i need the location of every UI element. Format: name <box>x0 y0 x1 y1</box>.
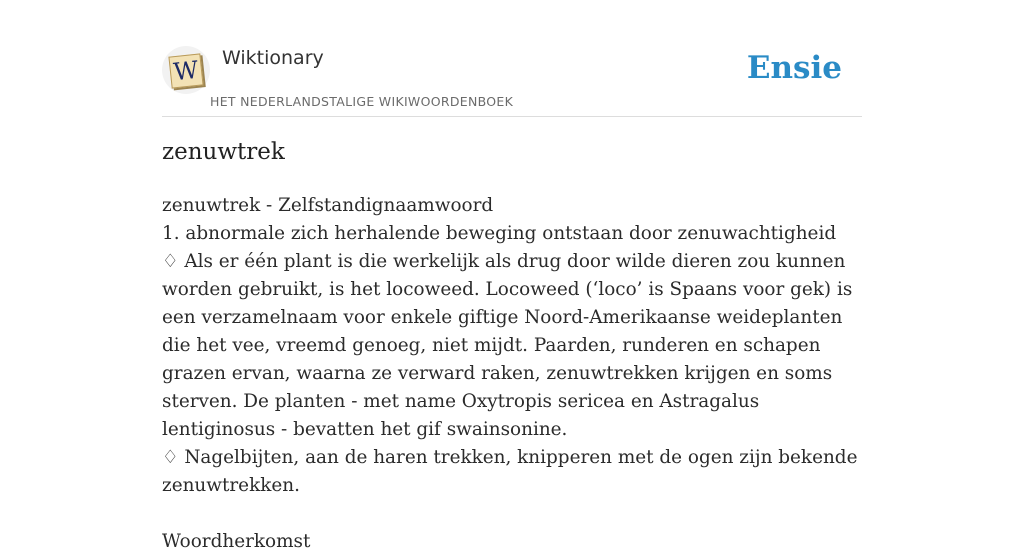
word-class-line: zenuwtrek - Zelfstandignaamwoord <box>162 195 494 216</box>
ensie-brand-link[interactable]: Ensie <box>746 50 842 86</box>
spacer <box>162 500 866 528</box>
site-name[interactable]: Wiktionary <box>222 47 324 69</box>
example-sentence: ♢ Als er één plant is die werkelijk als drug door wilde dieren zou kunnen worden gebruikt, is het locoweed. Locoweed (‘loco’ is Spaans voor gek) is een verzamelnaam voor enkele giftige Noord-Amerikaanse weideplanten die het vee, vreemd genoeg, niet mijdt. Paarden, runderen en schapen grazen ervan, waarna ze verward raken, zenuwtrekken krijgen en soms sterven. De planten - met name Oxytropis sericea en Astragalus lentiginosus - bevatten het gif swainsonine. <box>162 251 853 440</box>
definition-line: 1. abnormale zich herhalende beweging ontstaan door zenuwachtigheid <box>162 223 837 244</box>
site-tagline: HET NEDERLANDSTALIGE WIKIWOORDENBOEK <box>210 94 514 109</box>
section-heading-etymology: Woordherkomst <box>162 531 311 552</box>
wiktionary-logo-icon[interactable] <box>162 46 210 94</box>
entry-content <box>162 192 866 556</box>
logo-tile: W <box>168 53 203 88</box>
site-header <box>162 44 862 117</box>
page-title: zenuwtrek <box>162 139 285 165</box>
example-sentence: ♢ Nagelbijten, aan de haren trekken, knipperen met de ogen zijn bekende zenuwtrekken. <box>162 447 858 496</box>
